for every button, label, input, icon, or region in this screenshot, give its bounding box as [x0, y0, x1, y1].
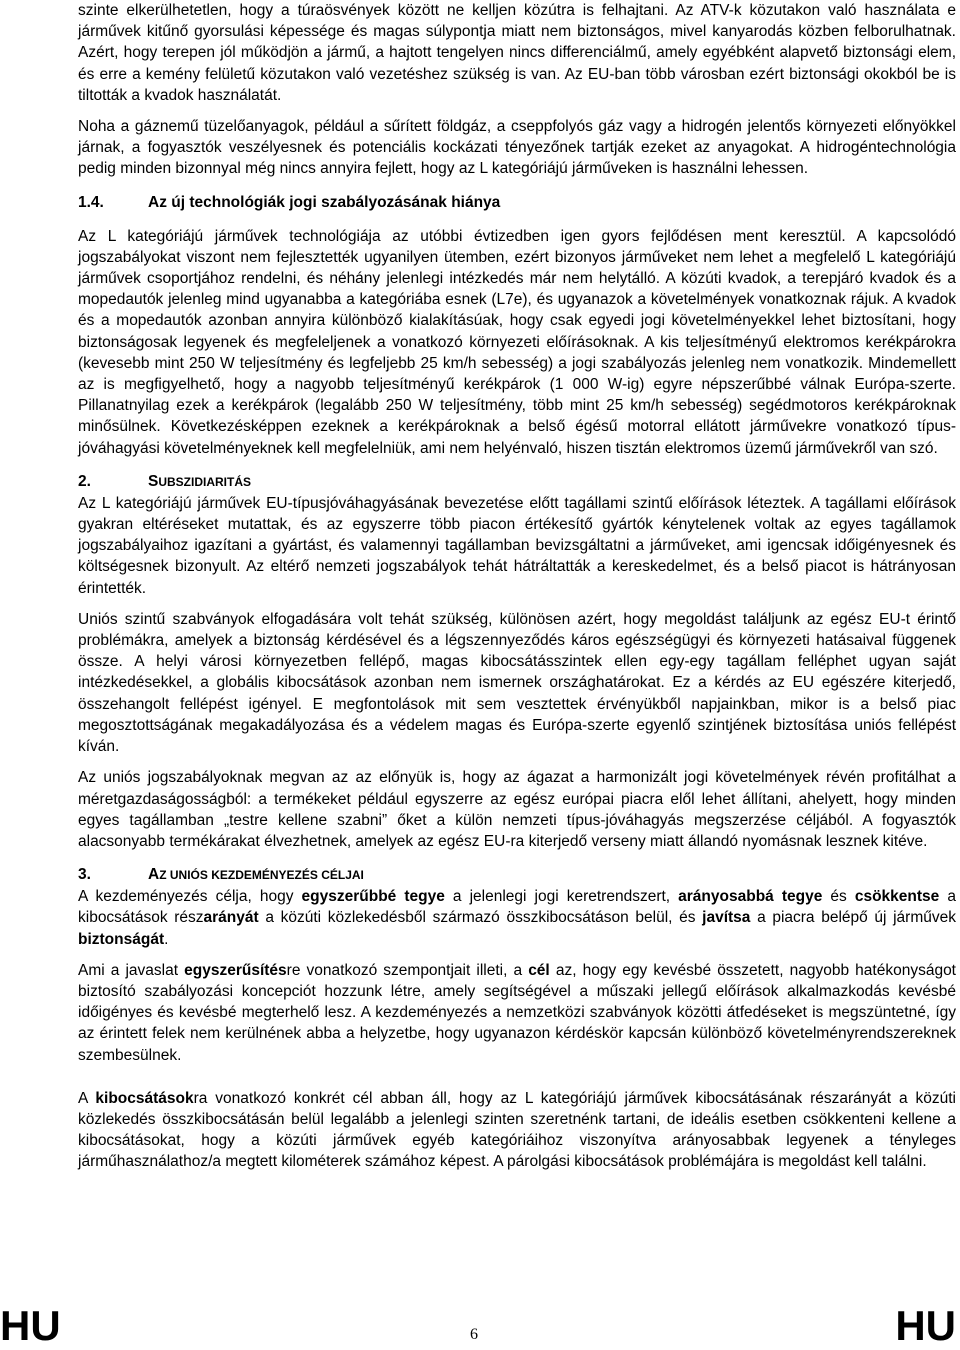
document-page [78, 0, 956, 1173]
heading-number: 3. [78, 866, 91, 884]
heading-1-4 [78, 192, 956, 214]
footer-language-right: HU [895, 1302, 956, 1349]
paragraph-member-state-rules: Az L kategóriájú járművek EU-típusjóváhagyásának bevezetése előtt tagállami szintű előírások léteztek. A tagállami előírások gyakran eltéréseket mutattak, és az egyszerre több piacon értékesítő gyártók kénytelenek voltak az egyes tagállamok jogszabályaihoz igazítani a gyártást, és valamennyi tagállamban bevizsgáltatni a járműveket, ami igencsak időigényesnek és költségesnek bizonyult. Az eltérő nemzeti jogszabályok tehát hátráltatták a kereskedelmet, és a belső piacot is hátrányosan érintették. [78, 494, 956, 597]
paragraph-union-standards: Uniós szintű szabványok elfogadására volt tehát szükség, különösen azért, hogy megoldást találjunk az egész EU-t érintő problémákra, amelyek a biztonság kérdésével és a légszennyeződés káros egészségügyi és környezeti hatásaival függenek össze. A helyi városi környezetben fellépő, magas kibocsátásszintek ellen egy-egy tagállam felléphet ugyan saját intézkedésekkel, a globális kibocsátások azonban nem ismernek országhatárokat. Ez a kérdés az EU egészére kiterjedő, összehangolt fellépést igényel. E megfontolások mit sem vesztettek érvényükből napjainkban, mikor is a belső piac megosztottságának megakadályozása és a védelem magas és Európa-szerte egyenlő szintjének biztosítása uniós fellépést kíván. [78, 610, 956, 756]
heading-title: Az új technológiák jogi szabályozásának hiánya [148, 193, 501, 211]
paragraph-emissions: A kibocsátásokra vonatkozó konkrét cél abban áll, hogy az L kategóriájú járművek kibocsátásának részarányát a közúti közlekedés összkibocsátásán belül legalább a jelenlegi szinten szeretnénk tartani, de ideális esetben csökkenteni kellene a kibocsátásokat, hogy a közúti járművek egyéb kategóriáihoz viszonyítva arányosabbak legyenek a tényleges járműhasználathoz/a megtett kilométerek számához képest. A párolgási kibocsátások problémájára is megoldást kell találni. [78, 1089, 956, 1171]
heading-title: SUBSZIDIARITÁS [148, 472, 252, 490]
paragraph-objectives: A kezdeményezés célja, hogy egyszerűbbé tegye a jelenlegi jogi keretrendszert, arányosabbá tegye és csökkentse a kibocsátások részarányát a közúti közlekedésből származó összkibocsátáson belül, és javítsa a piacra belépő új járművek biztonságát. [78, 888, 956, 948]
paragraph-technology: Az L kategóriájú járművek technológiája az utóbbi évtizedben igen gyors fejlődésen ment keresztül. A kapcsolódó jogszabályokat viszont nem fejlesztették ugyanilyen ütemben, ezért bizonyos járműveket nem lehet a megfelelő L kategóriájú járművek csoportjához rendelni, és néhány jelenlegi intézkedés már nem helytálló. A közúti kvadok, a terepjáró kvadok és a mopedautók jelenleg mind ugyanabba a kategóriába esnek (L7e), és ugyanazok a követelmények vonatkoznak rájuk. A kvadok és a mopedautók azonban annyira különböző kialakításúak, hogy csak egyedi jogi követelményekkel lehet biztosítani, hogy biztonságosak legyenek és megfeleljenek a vonatkozó környezeti előírásoknak. A kis teljesítményű elektromos kerékpárokra (kevesebb mint 250 W teljesítmény és legfeljebb 25 km/h sebesség) a jogi szabályozás jelenleg nem vonatkozik. Mindemellett az is megfigyelhető, hogy a nagyobb teljesítményű kerékpárok (1 000 W-ig) egyre népszerűbbé válnak Európa-szerte. Pillanatnyilag ezek a kerékpárok (legalább 250 W teljesítmény, több mint 25 km/h sebesség) segédmotoros kerékpároknak minősülnek. Következésképpen ezeknek a kerékpároknak a belső égésű motorral ellátott járművekre vonatkozó típus-jóváhagyási követelményeknek kell megfelelniük, ami nem helyénvaló, hiszen tisztán elektromos üzemű járművekről van szó. [78, 227, 956, 457]
heading-title: AZ UNIÓS KEZDEMÉNYEZÉS CÉLJAI [148, 866, 364, 884]
heading-2 [78, 471, 956, 493]
paragraph-atv: szinte elkerülhetetlen, hogy a túraösvények között ne kelljen közútra is felhajtani. Az ATV-k közutakon való használata e járművek kitűnő gyorsulási képessége és magas súlypontja miatt nem biztonságos, mivel kanyarodás közben felborulhatnak. Azért, hogy terepen jól működjön a jármű, a hajtott tengelyen nincs differenciálmű, amely egyébként alapvető biztonsági elem, és erre a kemény felületű közutakon való vezetéshez szükség is van. Az EU-ban több városban ezért biztonsági okokból be is tiltották a kvadok használatát. [78, 2, 956, 104]
paragraph-union-advantages: Az uniós jogszabályoknak megvan az az előnyük is, hogy az ágazat a harmonizált jogi követelmények révén profitálhat a méretgazdaságosságból: a termékeket például egyszerre az egész európai piacra elől lehet állítani, ahelyett, hogy minden egyes tagállamban „testre kellene szabni” őket a külön nemzeti típus-jóváhagyás megszerzése céljából. A fogyasztók alacsonyabb termékárakat élvezhetnek, amelyek az egész EU-ra kiterjedő verseny miatt állandó nyomásnak lesznek kitéve. [78, 769, 956, 850]
paragraph-gaseous-fuels: Noha a gáznemű tüzelőanyagok, például a sűrített földgáz, a cseppfolyós gáz vagy a hidrogén jelentős környezeti előnyökkel járnak, a fogyasztók veszélyesnek és potenciális kockázati tényezőnek tartják ezeket az anyagokat. A hidrogéntechnológia pedig minden bizonnyal még nincs annyira fejlett, hogy az L kategóriájú járműveken is használni lehessen. [78, 118, 956, 178]
heading-number: 2. [78, 472, 91, 490]
footer-language-left: HU [0, 1302, 61, 1349]
heading-3 [78, 864, 956, 886]
heading-number: 1.4. [78, 193, 104, 211]
paragraph-simplification: Ami a javaslat egyszerűsítésre vonatkozó szempontjait illeti, a cél az, hogy egy kevésbé összetett, nagyobb hatékonyságot biztosító szabályozási koncepciót hozzunk létre, amely segítségével a műszaki jellegű előírások alkalmazkodás kevésbé időigényes és kevésbé megterhelő lesz. A kezdeményezés a nemzetközi szabványok közötti átfedéseket is megszüntetné, így az érintett felek nem kerülnének abba a helyzetbe, hogy ugyanazon kérdéskör kapcsán különböző követelményrendszereknek szembesülnek. [78, 961, 956, 1064]
page-number: 6 [470, 1326, 478, 1343]
